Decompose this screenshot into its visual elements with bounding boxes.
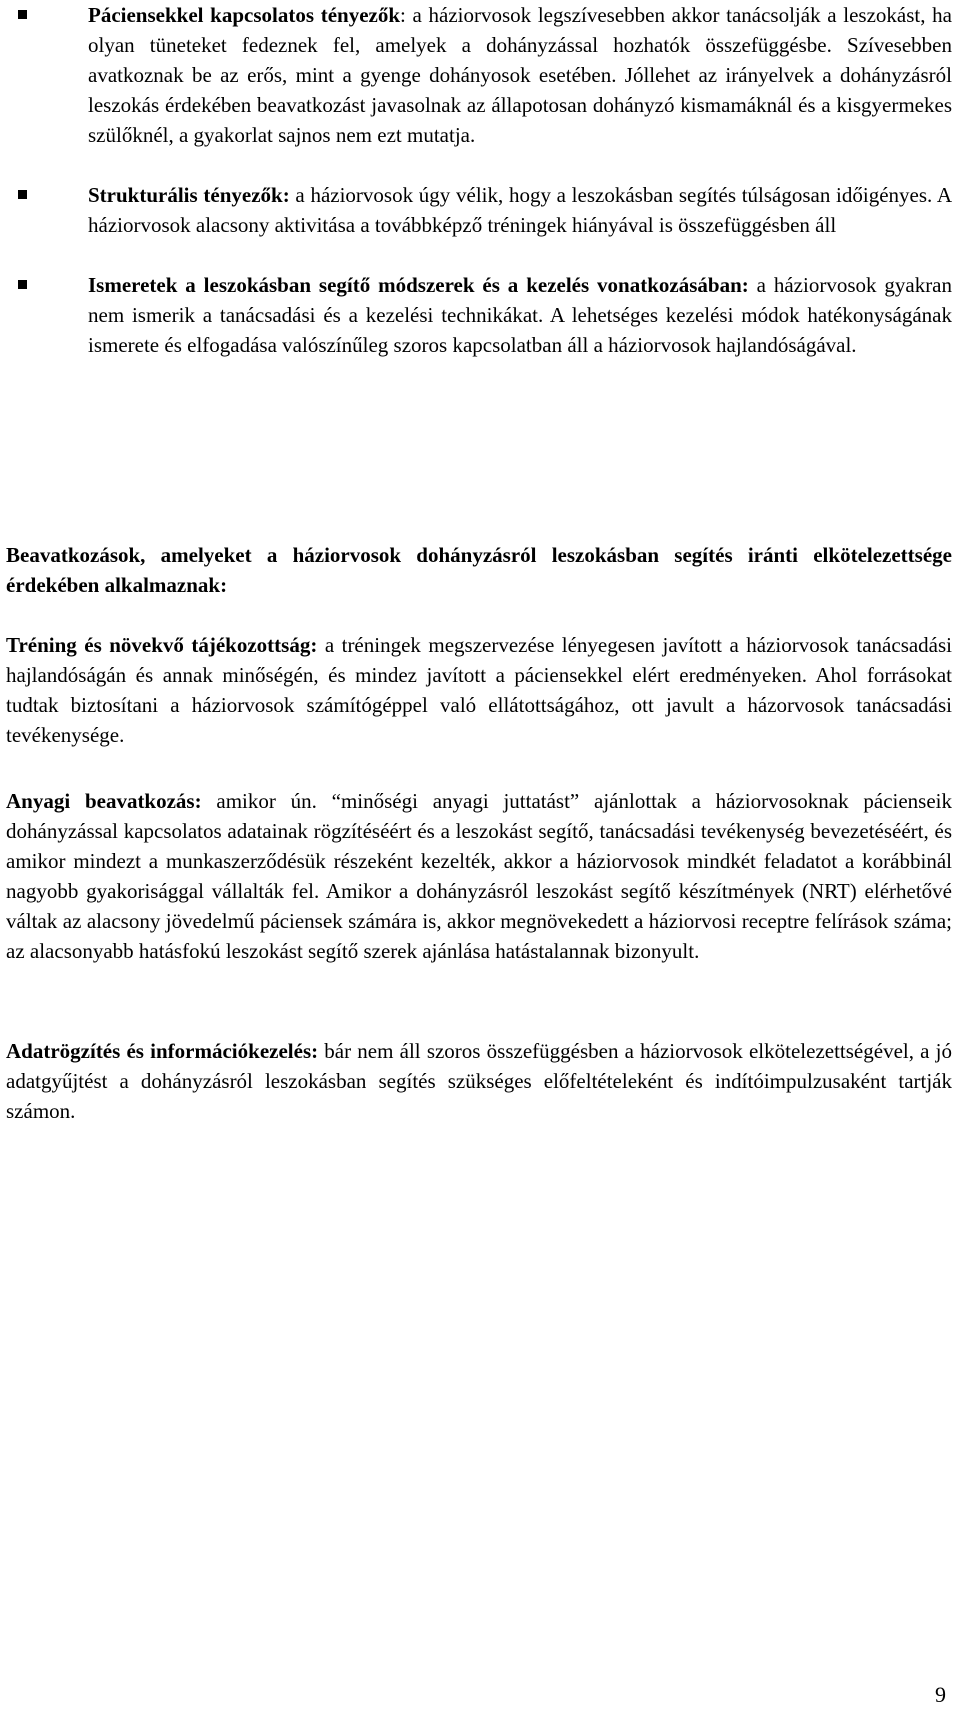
bullet-text: a háziorvosok úgy vélik, hogy a leszokásban segítés túlságosan időigényes. A háziorvosok alacsony aktivitása a továbbképző tréningek hiányával is összefüggésben áll (88, 183, 953, 237)
bullet-term: Páciensekkel kapcsolatos tényezők (88, 3, 401, 27)
bullet-item-structural-factors (6, 180, 952, 240)
square-bullet-icon (18, 10, 27, 19)
paragraph-term: Adatrögzítés és információkezelés: (6, 1039, 319, 1063)
page-number: 9 (935, 1682, 946, 1707)
paragraph-data-recording (6, 1036, 952, 1126)
bullet-term: Strukturális tényezők: (88, 183, 290, 207)
paragraph-text: bár nem áll szoros összefüggésben a háziorvosok elkötelezettségével, a jó adatgyűjtést a dohányzásról leszokásban segítés szükséges előfeltételeként és indítóimpulzusaként tartják számon. (6, 1039, 952, 1123)
bullet-separator: : (400, 3, 413, 27)
bullet-list (6, 0, 952, 360)
bullet-text: a háziorvosok legszívesebben akkor tanácsolják a leszokást, ha olyan tüneteket fedeznek fel, amelyek a dohányzással hozhatók összefüggésbe. Szívesebben avatkoznak be az erős, mint a gyenge dohányosok esetében. Jóllehet az irányelvek a dohányzásról leszokás érdekében beavatkozást javasolnak az állapotosan dohányzó kismamáknál és a kisgyermekes szülőknél, a gyakorlat sajnos nem ezt mutatja. (88, 3, 952, 147)
paragraph-text: a tréningek megszervezése lényegesen javított a háziorvosok tanácsadási hajlandóságán és annak minőségén, és mindez javított a páciensekkel elért eredményeken. Ahol forrásokat tudtak biztosítani a háziorvosok számítógéppel való ellátottságához, ott javult a házorvosok tanácsadási tevékenysége. (6, 633, 953, 747)
section-heading: Beavatkozások, amelyeket a háziorvosok dohányzásról leszokásban segítés iránti elkötelezettsége érdekében alkalmaznak: (6, 543, 952, 597)
bullet-term: Ismeretek a leszokásban segítő módszerek és a kezelés vonatkozásában: (88, 273, 749, 297)
paragraph-financial (6, 786, 952, 966)
paragraph-term: Anyagi beavatkozás: (6, 789, 202, 813)
bullet-text: a háziorvosok gyakran nem ismerik a tanácsadási és a kezelési technikákat. A lehetséges kezelési módok hatékonyságának ismerete és elfogadása valószínűleg szoros kapcsolatban áll a háziorvosok hajlandóságával. (88, 273, 953, 357)
square-bullet-icon (18, 190, 27, 199)
square-bullet-icon (18, 280, 27, 289)
paragraph-term: Tréning és növekvő tájékozottság: (6, 633, 318, 657)
bullet-item-patient-factors (6, 0, 952, 150)
bullet-item-knowledge (6, 270, 952, 360)
paragraph-text: amikor ún. “minőségi anyagi juttatást” ajánlottak a háziorvosoknak pácienseik dohányzással kapcsolatos adatainak rögzítéséért és a leszokást segítő, tanácsadási tevékenység bevezetéséért, és amikor mindezt a munkaszerződésük részeként kezelték, akkor a háziorvosok mindkét feladatot a korábbinál nagyobb gyakorisággal vállalták fel. Amikor a dohányzásról leszokást segítő készítmények (NRT) elérhetővé váltak az alacsony jövedelmű páciensek számára is, akkor megnövekedett a háziorvosi receptre felírások száma; az alacsonyabb hatásfokú leszokást segítő szerek ajánlása hatástalannak bizonyult. (6, 789, 953, 963)
bullet-separator (749, 273, 757, 297)
paragraph-training (6, 630, 952, 750)
